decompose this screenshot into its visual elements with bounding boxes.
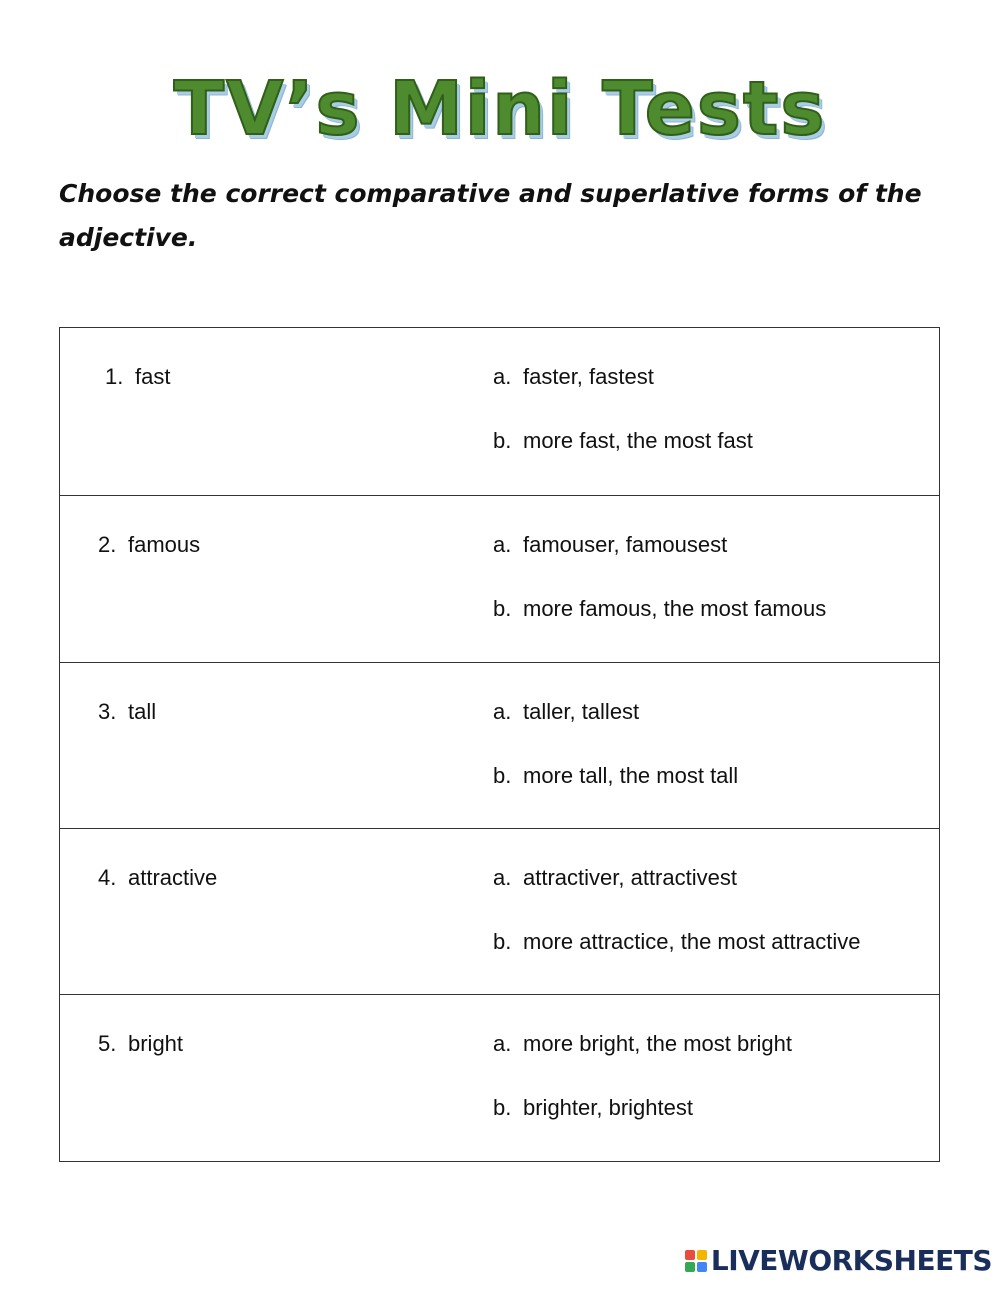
option-4b[interactable] — [493, 929, 860, 955]
option-text: more attractice, the most attractive — [523, 929, 861, 954]
option-letter: a. — [493, 865, 512, 890]
option-text: more bright, the most bright — [523, 1031, 793, 1056]
option-1a[interactable] — [493, 364, 654, 390]
option-text: attractiver, attractivest — [523, 865, 737, 890]
option-3b[interactable] — [493, 763, 738, 789]
option-text: faster, fastest — [523, 364, 654, 389]
question-word: fast — [135, 364, 171, 389]
worksheet-title: TV’s Mini Tests — [173, 66, 827, 152]
logo-block — [697, 1262, 707, 1272]
option-text: brighter, brightest — [523, 1095, 693, 1120]
question-row-4 — [60, 829, 939, 995]
option-4a[interactable] — [493, 865, 737, 891]
question-1 — [105, 364, 170, 390]
logo-blocks-icon — [685, 1250, 707, 1272]
logo-block — [685, 1262, 695, 1272]
question-4 — [98, 865, 217, 891]
option-3a[interactable] — [493, 699, 639, 725]
instructions: Choose the correct comparative and superlative forms of the adjective. — [59, 179, 922, 252]
option-5b[interactable] — [493, 1095, 693, 1121]
option-letter: a. — [493, 532, 512, 557]
question-row-5 — [60, 995, 939, 1161]
question-row-2 — [60, 496, 939, 663]
question-row-3 — [60, 663, 939, 829]
logo-text: LIVEWORKSHEETS — [710, 1244, 992, 1277]
option-letter: b. — [493, 763, 512, 788]
option-2b[interactable] — [493, 596, 826, 622]
question-number: 3. — [98, 699, 117, 724]
option-text: more fast, the most fast — [523, 428, 753, 453]
option-letter: a. — [493, 699, 512, 724]
option-letter: a. — [493, 1031, 512, 1056]
logo-block — [697, 1250, 707, 1260]
question-number: 1. — [105, 364, 124, 389]
logo-block — [685, 1250, 695, 1260]
question-word: attractive — [128, 865, 218, 890]
question-5 — [98, 1031, 183, 1057]
quiz-table — [59, 327, 940, 1162]
option-letter: b. — [493, 1095, 512, 1120]
question-3 — [98, 699, 156, 725]
option-text: taller, tallest — [523, 699, 640, 724]
question-number: 2. — [98, 532, 117, 557]
liveworksheets-logo — [685, 1244, 992, 1277]
question-word: bright — [128, 1031, 184, 1056]
option-2a[interactable] — [493, 532, 727, 558]
option-1b[interactable] — [493, 428, 753, 454]
question-row-1 — [60, 328, 939, 496]
option-letter: a. — [493, 364, 512, 389]
question-number: 4. — [98, 865, 117, 890]
question-word: famous — [128, 532, 201, 557]
option-text: more tall, the most tall — [523, 763, 739, 788]
option-5a[interactable] — [493, 1031, 792, 1057]
question-2 — [98, 532, 200, 558]
question-word: tall — [128, 699, 157, 724]
option-letter: b. — [493, 929, 512, 954]
option-letter: b. — [493, 596, 512, 621]
option-letter: b. — [493, 428, 512, 453]
option-text: more famous, the most famous — [523, 596, 827, 621]
option-text: famouser, famousest — [523, 532, 728, 557]
question-number: 5. — [98, 1031, 117, 1056]
